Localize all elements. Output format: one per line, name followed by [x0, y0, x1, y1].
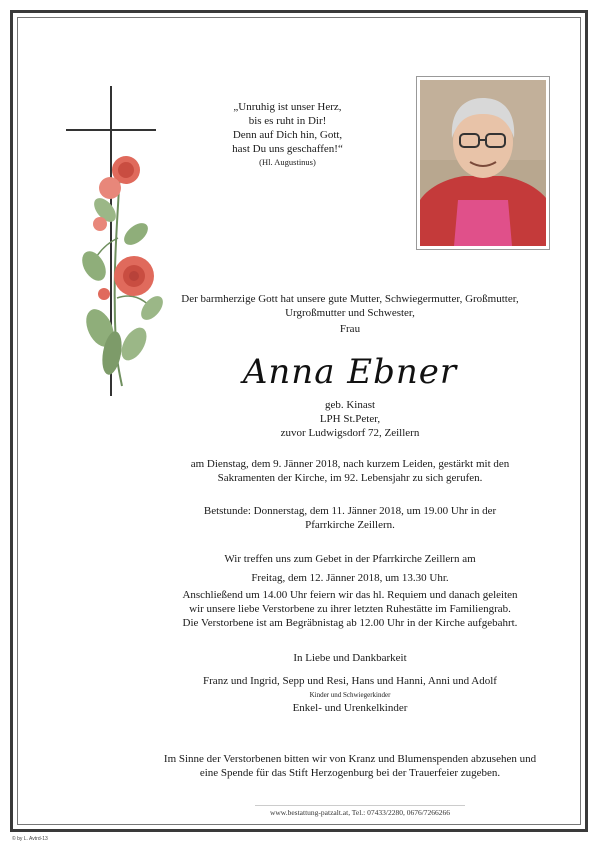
quote-line: „Unruhig ist unser Herz,	[233, 101, 342, 113]
portrait-photo	[420, 80, 546, 246]
mourners-intro: In Liebe und Dankbarkeit	[293, 652, 407, 664]
grandchildren: Enkel- und Urenkelkinder	[292, 702, 408, 714]
cross-bar	[66, 129, 156, 131]
quote-line: hast Du uns geschaffen!“	[232, 143, 343, 155]
mourners-caption: Kinder und Schwiegerkinder	[309, 691, 391, 699]
previous-residence: zuvor Ludwigsdorf 72, Zeillern	[280, 427, 420, 439]
funeral-info: Anschließend um 14.00 Uhr feiern wir das hl. Requiem und danach geleiten	[182, 589, 518, 601]
donation-request: Im Sinne der Verstorbenen bitten wir von Kranz und Blumenspenden abzusehen und	[163, 753, 537, 765]
quote-source: (Hl. Augustinus)	[259, 157, 316, 167]
funeral-info: wir unsere liebe Verstorbene zu ihrer letzten Ruhestätte im Familiengrab.	[189, 603, 511, 615]
funeral-info: Wir treffen uns zum Gebet in der Pfarrkirche Zeillern am	[224, 553, 476, 565]
quote-block	[210, 100, 365, 168]
funeral-info: Die Verstorbene ist am Begräbnistag ab 12.00 Uhr in der Kirche aufgebahrt.	[182, 617, 518, 629]
death-notice: Sakramenten der Kirche, im 92. Lebensjahr zu sich gerufen.	[217, 472, 483, 484]
residence: LPH St.Peter,	[319, 413, 381, 425]
footer-divider	[255, 805, 465, 806]
intro-line: Der barmherzige Gott hat unsere gute Mutter, Schwiegermutter, Großmutter,	[181, 293, 519, 305]
death-notice: am Dienstag, dem 9. Jänner 2018, nach kurzem Leiden, gestärkt mit den	[190, 458, 510, 470]
quote-line: bis es ruht in Dir!	[248, 115, 327, 127]
funeral-info: Freitag, dem 12. Jänner 2018, um 13.30 Uhr.	[251, 572, 449, 584]
prayer-hour: Pfarrkirche Zeillern.	[305, 519, 395, 531]
birth-name: geb. Kinast	[324, 399, 376, 411]
intro-line: Frau	[339, 323, 361, 335]
mourners-names: Franz und Ingrid, Sepp und Resi, Hans und Hanni, Anni und Adolf	[203, 675, 497, 687]
intro-line: Urgroßmutter und Schwester,	[285, 307, 415, 319]
deceased-name: Anna Ebner	[242, 352, 458, 392]
corner-code: © by L. Avtrd-13	[12, 836, 48, 842]
portrait-frame	[416, 76, 550, 250]
quote-line: Denn auf Dich hin, Gott,	[232, 129, 343, 141]
footer-contact: www.bestattung-patzalt.at, Tel.: 07433/2280, 0676/7266266	[269, 808, 451, 817]
donation-request: eine Spende für das Stift Herzogenburg bei der Trauerfeier zugeben.	[199, 767, 501, 779]
prayer-hour: Betstunde: Donnerstag, dem 11. Jänner 2018, um 19.00 Uhr in der	[203, 505, 497, 517]
